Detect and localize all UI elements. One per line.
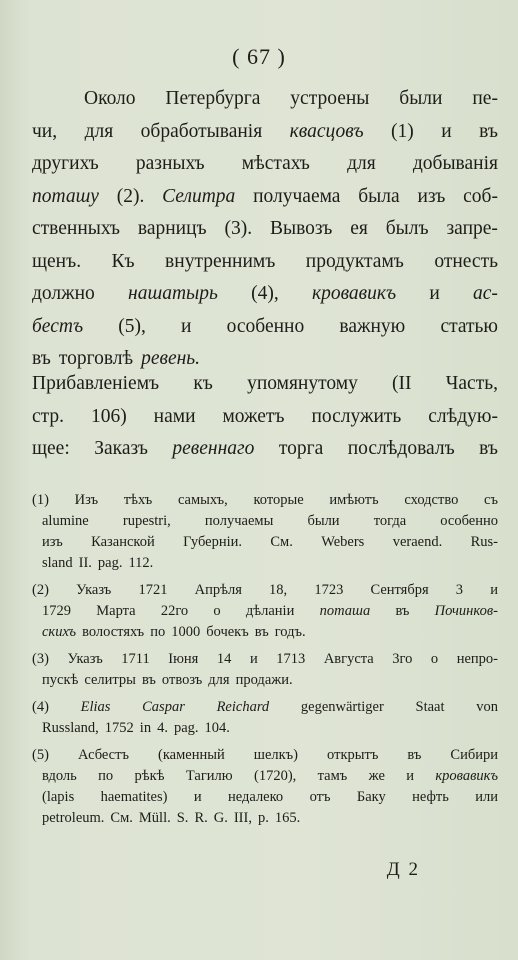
word: Около [84,88,136,109]
word: былъ [385,218,429,239]
footnote-4 [32,697,498,739]
word: S. [176,810,189,826]
page-number: ( 67 ) [232,44,286,69]
footnote-line [32,670,498,691]
word: которые [253,492,304,508]
footnote-line [32,622,498,643]
word: (4), [251,283,279,304]
word: упомянутому [247,373,358,394]
word: вдоль [42,768,77,784]
word: Часть, [445,373,498,394]
word: (3). [224,218,253,239]
word: получаема [253,185,341,207]
word: устроены [290,88,370,109]
word: Іюня [168,651,199,667]
word: соб- [463,185,498,207]
word: ревеннаго [172,438,255,459]
word: послѣдовалъ [347,438,455,459]
word: изъ [417,185,446,207]
footnote-line [32,511,498,532]
word: отнесть [434,250,498,272]
word: Staat [415,699,445,715]
word: пе- [472,88,498,109]
word: Заказъ [94,438,148,459]
word: открытъ [327,747,379,763]
word: gegenwärtiger [300,699,384,715]
word: внутреннимъ [165,250,276,272]
text-line [32,246,498,279]
word: и [406,768,415,784]
word: Прибавленіемъ [32,373,160,394]
word: petroleum. [42,810,105,826]
word: годъ. [274,624,306,640]
footnote-line [32,808,498,829]
word: щенъ. [32,250,82,272]
word: Указъ [76,582,112,598]
word: (2). [116,185,145,207]
footnotes [32,490,498,835]
word: селитры [84,672,136,688]
word: чи, [32,120,58,142]
word: нами [153,405,196,427]
word: (II [392,373,412,394]
word: Августа [323,651,374,667]
footnote-line [32,649,498,670]
word: поташу [32,185,99,207]
word: рѣкѣ [134,768,165,784]
text-line [32,368,498,401]
word: Elias [80,699,111,715]
word: съ [484,492,498,508]
word: ревень. [141,348,201,369]
word: (4) [32,699,49,715]
word: другихъ [32,153,99,174]
word: имѣютъ [329,492,379,508]
word: послужить [311,405,402,427]
word: запре- [446,218,498,239]
word: (2) [32,582,49,598]
word: Апрѣля [194,582,242,598]
text-line [32,433,498,466]
word: pag. [97,555,123,571]
word: къ [193,373,213,394]
word: торговлѣ [58,348,134,369]
word: отъ [309,789,331,805]
word: Марта [96,603,136,619]
word: особенно [226,315,305,337]
word: кровавикъ [435,768,498,784]
text-line [32,401,498,434]
word: (5), [118,315,146,337]
word: 165. [274,810,301,826]
word: для [84,120,114,142]
word: G. [213,810,228,826]
word: Вывозъ [270,218,333,239]
word: и [193,789,202,805]
word: были [307,513,340,529]
footnote-3 [32,649,498,691]
word: 1723 [314,582,344,598]
word: и [429,283,440,304]
word: шелкъ) [253,747,298,763]
word: ея [350,218,368,239]
footnote-1 [32,490,498,574]
word: 1729 [42,603,71,619]
word: обработыванія [140,120,263,142]
word: для [347,153,376,174]
footnote-line [32,580,498,601]
text-line [32,213,498,246]
word: 3 [455,582,464,598]
word: въ [254,624,269,640]
word: pag. [173,720,199,736]
word: 18, [269,582,288,598]
word: 1000 [171,624,201,640]
printer-signature: Д 2 [386,859,420,880]
word: Петербурга [165,88,261,109]
word: 22го [160,603,189,619]
word: (1) [391,120,414,142]
word: разныхъ [135,153,205,174]
word: 4. [157,720,168,736]
word: торга [278,438,324,459]
word: Указъ [67,651,103,667]
word: волостяхъ [82,624,145,640]
word: продажи. [235,672,293,688]
word: важную [339,315,406,337]
word: непро- [456,651,498,667]
footnote-line [32,697,498,718]
footnote-line [32,745,498,766]
paragraph-1 [32,83,498,376]
footnote-line [32,490,498,511]
word: Казанской [91,534,155,550]
word: p. [257,810,269,826]
word: (1) [32,492,49,508]
word: Асбестъ [77,747,129,763]
paragraph-2 [32,368,498,466]
word: 3го [392,651,413,667]
word: sland [42,555,73,571]
word: Reichard [216,699,270,715]
word: нашатырь [128,283,218,304]
word: щее: [32,438,70,459]
word: была [358,185,400,207]
word: Селитра [162,185,236,207]
word: должно [32,283,95,304]
word: 1711 [121,651,150,667]
word: по [150,624,166,640]
word: Баку [356,789,386,805]
word: и [181,315,192,337]
word: Webers [321,534,365,550]
footnote-line [32,718,498,739]
footnote-line [32,787,498,808]
word: 1721 [138,582,168,598]
word: (3) [32,651,49,667]
text-line [32,311,498,344]
word: 112. [128,555,154,571]
word: въ [32,348,51,369]
text-line [32,148,498,181]
footnote-line [32,601,498,622]
word: III, [233,810,252,826]
word: Тагилю [185,768,233,784]
word: Починков- [434,603,498,619]
word: См. [110,810,133,826]
word: по [98,768,114,784]
word: 1752 [104,720,134,736]
word: veraend. [392,534,443,550]
word: получаемы [204,513,274,529]
word: тогда [373,513,407,529]
word: мѣстахъ [241,153,310,174]
word: alumine [42,513,89,529]
word: были [399,88,443,109]
word: кровавикъ [311,283,397,304]
word: II. [78,555,92,571]
word: и [441,120,452,142]
word: 1713 [276,651,306,667]
word: статью [440,315,498,337]
word: можетъ [222,405,285,427]
word: дѣланіи [245,603,295,619]
word: и [249,651,258,667]
word: 104. [204,720,230,736]
word: Müll. [138,810,171,826]
word: изъ [42,534,63,550]
word: 106) [90,405,127,427]
word: въ [479,438,498,459]
word: тѣхъ [123,492,153,508]
word: о [430,651,439,667]
word: Изъ [74,492,99,508]
text-line [32,278,498,311]
footnote-line [32,766,498,787]
word: особенно [440,513,498,529]
footnote-5 [32,745,498,829]
word: (lapis [42,789,75,805]
word: Сентября [370,582,429,598]
word: въ [479,120,498,142]
word: Къ [111,250,135,272]
word: ас- [473,283,498,304]
word: самыхъ, [177,492,228,508]
word: въ [395,603,410,619]
word: Сибири [450,747,498,763]
word: недалеко [228,789,284,805]
word: Russland, [42,720,99,736]
word: (1720), [254,768,297,784]
word: сходство [404,492,459,508]
word: стр. [32,405,65,427]
footnote-line [32,553,498,574]
word: haematites) [100,789,168,805]
word: См. [270,534,293,550]
word: же [368,768,385,784]
word: отвозъ [161,672,203,688]
word: (5) [32,747,49,763]
footnote-2 [32,580,498,643]
word: Caspar [142,699,185,715]
word: о [213,603,221,619]
word: продуктамъ [305,250,404,272]
word: и [490,582,498,598]
word: скихъ [42,624,77,640]
word: R. [194,810,208,826]
word: бестъ [32,315,84,337]
word: бочекъ [206,624,249,640]
word: пускѣ [42,672,79,688]
text-line [32,116,498,149]
word: (каменный [158,747,225,763]
word: in [139,720,152,736]
word: варницъ [137,218,207,239]
word: rupestri, [122,513,171,529]
word: Rus- [470,534,498,550]
word: слѣдую- [428,405,498,427]
word: для [208,672,230,688]
word: 14 [216,651,232,667]
text-line [32,83,498,116]
word: квасцовъ [289,120,364,142]
word: въ [141,672,156,688]
word: поташа [319,603,371,619]
word: или [475,789,498,805]
word: нефть [412,789,449,805]
word: ственныхъ [32,218,120,239]
word: тамъ [317,768,348,784]
word: добыванія [412,153,498,174]
footnote-line [32,532,498,553]
word: von [476,699,498,715]
word: Губерніи. [183,534,242,550]
text-line [32,181,498,214]
word: въ [407,747,422,763]
